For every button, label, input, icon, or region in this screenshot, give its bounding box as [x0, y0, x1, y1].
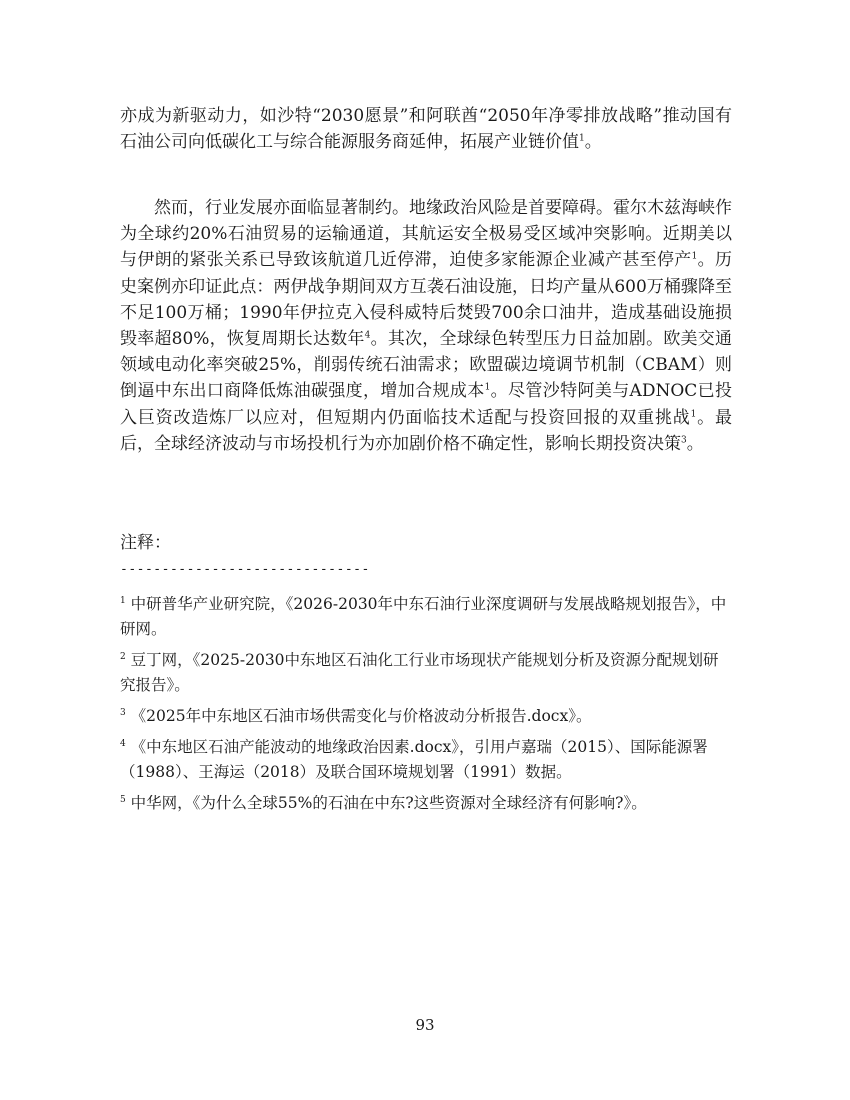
paragraph-1-text: 亦成为新驱动力，如沙特“2030愿景”和阿联酋“2050年净零排放战略”推动国有石油公司向低碳化工与综合能源服务商延伸，拓展产业链价值: [120, 106, 732, 153]
notes-heading: 注释：: [120, 533, 171, 553]
footnote-number: 3: [120, 707, 126, 718]
body-paragraph-2: [120, 195, 732, 457]
paragraph-2-segment-3: 。其次，全球绿色转型压力日益加剧。欧美交通领域电动化率突破25%，削弱传统石油需求；欧盟碳边境调节机制（CBAM）则倒逼中东出口商降低炼油碳强度，增加合规成本: [120, 329, 732, 402]
paragraph-2-segment-2: 。历史案例亦印证此点：两伊战争期间双方互袭石油设施，日均产量从600万桶骤降至不足100万桶；1990年伊拉克入侵科威特后焚毁700余口油井，造成基础设施损毁率超80%，恢复周期长达数年: [120, 250, 733, 350]
footnote-number: 1: [120, 595, 126, 606]
page-number: 93: [415, 1016, 435, 1034]
paragraph-2-segment-4: 。尽管沙特阿美与ADNOC已投入巨资改造炼厂以应对，但短期内仍面临技术适配与投资回报的双重挑战: [120, 381, 733, 428]
footnote-number: 5: [120, 794, 126, 805]
footnote-ref: 1: [579, 133, 585, 144]
footnote-list: [120, 592, 732, 822]
footnote-item: [120, 592, 732, 642]
footnote-text: 中华网，《为什么全球55%的石油在中东?这些资源对全球经济有何影响?》。: [125, 794, 647, 812]
footnote-number: 4: [120, 738, 126, 749]
paragraph-2-segment-1: 然而，行业发展亦面临显著制约。地缘政治风险是首要障碍。霍尔木兹海峡作为全球约20%石油贸易的运输通道，其航运安全极易受区域冲突影响。近期美以与伊朗的紧张关系已导致该航道几近停滞，迫使多家能源企业减产甚至停产: [120, 198, 732, 271]
footnote-item: [120, 735, 732, 785]
footnote-ref: 1: [691, 251, 698, 262]
footnote-item: [120, 791, 732, 816]
footnote-ref: 1: [690, 408, 697, 419]
footnote-ref: 3: [681, 435, 687, 446]
body-paragraph-1: [120, 103, 732, 155]
footnote-ref: 4: [364, 330, 371, 341]
notes-separator: ------------------------------: [120, 562, 370, 577]
footnote-text: 《中东地区石油产能波动的地缘政治因素.docx》，引用卢嘉瑞（2015）、国际能源署（1988）、王海运（2018）及联合国环境规划署（1991）数据。: [120, 738, 708, 781]
paragraph-2-segment-5: 。最后，全球经济波动与市场投机行为亦加剧价格不确定性，影响长期投资决策: [120, 407, 733, 454]
footnote-item: [120, 648, 732, 698]
footnote-text: 豆丁网，《2025-2030中东地区石油化工行业市场现状产能规划分析及资源分配规划研究报告》。: [120, 651, 719, 694]
footnote-ref: 1: [484, 382, 491, 393]
footnote-item: [120, 704, 732, 729]
footnote-text: 中研普华产业研究院，《2026-2030年中东石油行业深度调研与发展战略规划报告》，中研网。: [120, 595, 727, 638]
paragraph-1-tail: 。: [584, 132, 602, 153]
paragraph-2-segment-6: 。: [686, 433, 704, 454]
footnote-number: 2: [120, 651, 126, 662]
footnote-text: 《2025年中东地区石油市场供需变化与价格波动分析报告.docx》。: [125, 707, 592, 725]
